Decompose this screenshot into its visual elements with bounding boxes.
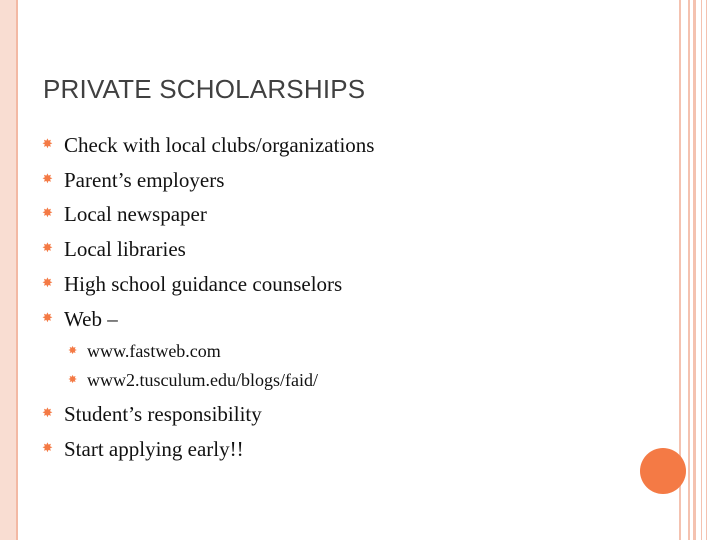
bullet-item [42,307,118,331]
bullet-item [42,133,374,157]
bullet-item [42,272,342,296]
star-bullet-icon: ✸ [42,406,53,421]
bullet-text: Web – [64,307,118,331]
bullet-text: Local libraries [64,237,186,261]
bullet-item [42,437,244,461]
sub-bullet-text: www2.tusculum.edu/blogs/faid/ [87,370,318,390]
bullet-text: Local newspaper [64,202,207,226]
star-bullet-icon: ✸ [42,311,53,326]
bullet-item [42,168,224,192]
bullet-text: Start applying early!! [64,437,244,461]
star-bullet-icon: ✸ [68,344,78,357]
sub-bullet-item [68,369,318,391]
star-bullet-icon: ✸ [42,137,53,152]
star-bullet-icon: ✸ [42,441,53,456]
bullet-item [42,402,262,426]
right-decorative-line [701,0,702,540]
bullet-text: Check with local clubs/organizations [64,133,375,157]
star-bullet-icon: ✸ [68,373,78,386]
right-decorative-line [688,0,690,540]
left-decorative-line [16,0,18,540]
bullet-item [42,237,186,261]
bullet-text: Student’s responsibility [64,402,262,426]
bullet-text: Parent’s employers [64,168,225,192]
star-bullet-icon: ✸ [42,172,53,187]
bullet-item [42,202,207,226]
left-decorative-band [0,0,16,540]
slide-title: PRIVATE SCHOLARSHIPS [43,74,366,104]
star-bullet-icon: ✸ [42,276,53,291]
star-bullet-icon: ✸ [42,206,53,221]
star-bullet-icon: ✸ [42,241,53,256]
sub-bullet-text: www.fastweb.com [87,341,221,361]
orange-circle-decoration [640,448,686,494]
bullet-text: High school guidance counselors [64,272,343,296]
sub-bullet-item [68,340,221,362]
right-decorative-line [706,0,707,540]
right-decorative-line [693,0,696,540]
